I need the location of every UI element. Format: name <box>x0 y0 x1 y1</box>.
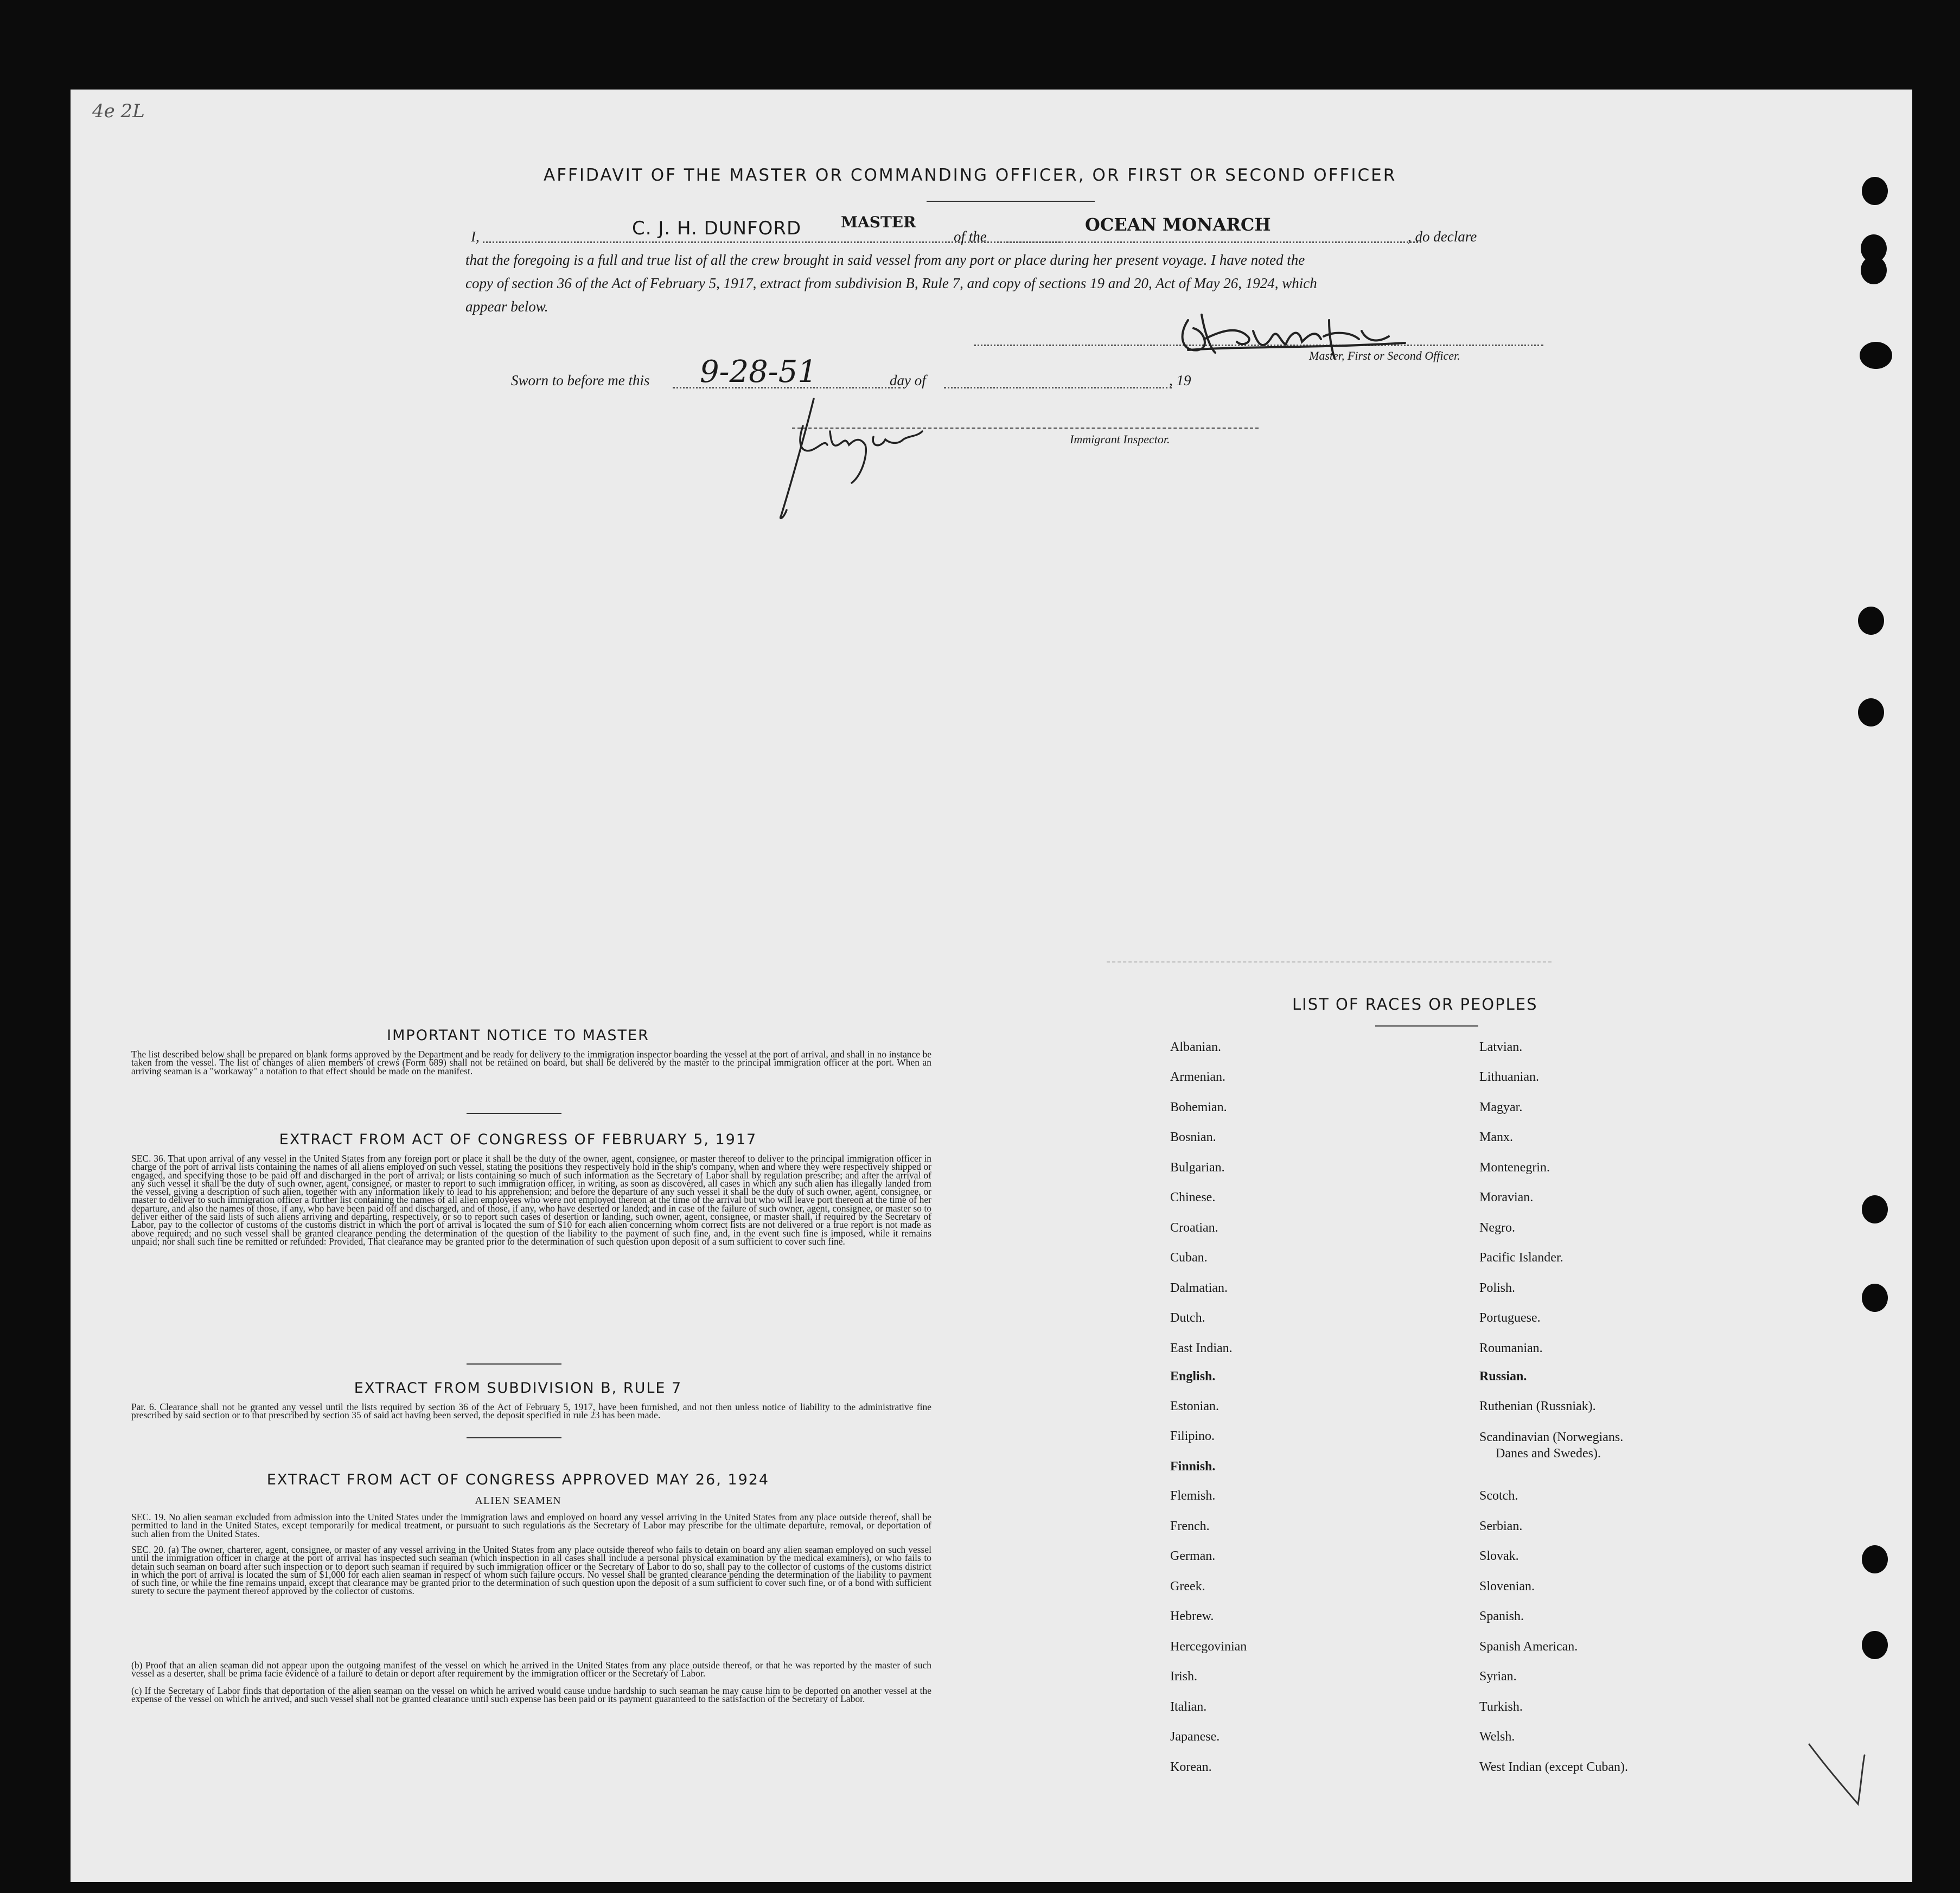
punch-hole-icon <box>1861 256 1887 284</box>
race-right-item: Ruthenian (Russniak). <box>1479 1399 1596 1413</box>
race-right-item: Serbian. <box>1479 1519 1523 1533</box>
punch-hole-icon <box>1862 1195 1888 1223</box>
signature-inspector-icon <box>759 393 944 524</box>
punch-hole-icon <box>1862 1545 1888 1573</box>
race-left-item: English. <box>1170 1369 1216 1384</box>
faint-rule <box>1107 961 1552 963</box>
race-left-item: Italian. <box>1170 1700 1207 1714</box>
punch-hole-icon <box>1862 1631 1888 1659</box>
sworn-label: Sworn to before me this <box>511 372 650 388</box>
sworn-date: 9-28-51 <box>700 354 817 390</box>
affidavit-line-2: that the foregoing is a full and true list of all the crew brought in said vessel from any port or place during her present voyage. I have noted the <box>465 252 1305 268</box>
race-left-item: German. <box>1170 1549 1216 1563</box>
race-left-item: Armenian. <box>1170 1070 1225 1084</box>
day-of-line <box>944 387 1172 388</box>
sec-20b-text: (b) Proof that an alien seaman did not appear upon the outgoing manifest of the vessel on which he arrived in the United States from any place outside thereof, or that he was reported by the master of such vessel as a deserter, shall be prima facie evidence of a failure to detain or deport after requirement by the immigration officer or the Secretary of Labor. <box>131 1660 931 1679</box>
vessel-name: OCEAN MONARCH <box>1085 214 1271 235</box>
race-left-item: Dutch. <box>1170 1311 1205 1325</box>
extract-1924-title: EXTRACT FROM ACT OF CONGRESS APPROVED MAY 26, 1924 <box>266 1471 770 1488</box>
punch-hole-icon <box>1858 698 1884 726</box>
race-right-item: Scandinavian (Norwegians. <box>1479 1430 1624 1444</box>
rule-7-title: EXTRACT FROM SUBDIVISION B, RULE 7 <box>354 1380 682 1397</box>
punch-hole-icon <box>1858 607 1884 635</box>
punch-hole-icon <box>1860 342 1892 369</box>
race-left-item: Croatian. <box>1170 1221 1218 1235</box>
race-left-item: Irish. <box>1170 1669 1197 1684</box>
document-page <box>71 90 1912 1882</box>
divider-1 <box>467 1113 561 1114</box>
notice-text: The list described below shall be prepared on blank forms approved by the Department and be ready for delivery to the immigration inspector boarding the vessel at the port of arrival, and shall in no instance be taken from the vessel. The list of changes of alien members of crews (Form 689) shall not be retained on board, but shall be delivered by the master to the principal immigration officer at the port. When an arriving seaman is a "workaway" a notation to that effect should be made on the manifest. <box>131 1049 931 1076</box>
race-right-item: Polish. <box>1479 1281 1516 1295</box>
race-left-item: Bosnian. <box>1170 1130 1216 1144</box>
sec-20a-text: SEC. 20. (a) The owner, charterer, agent, consignee, or master of any vessel arriving in the United States from any place outside thereof who fails to detain on board any alien seaman employed on such vessel until the immigration officer in charge at the port of arrival has inspected such seaman (which inspection in all cases shall include a personal physical examination by the medical examiners), or who fails to detain such seaman on board after such inspection or to deport such seaman if required by such immigration officer or the Secretary of Labor to do so, shall pay to the collector of customs of the customs district in which the port of arrival is located the sum of $1,000 for each alien seaman in respect of whom such failure occurs. No vessel shall be granted clearance pending the determination of the liability to payment of such fine, or while the fine remains unpaid, except that clearance may be granted prior to the determination of such question upon the deposit of a sum sufficient to cover such fine, or of a bond with sufficient surety to secure the payment thereof approved by the collector of customs. <box>131 1544 931 1597</box>
notice-title: IMPORTANT NOTICE TO MASTER <box>387 1027 649 1044</box>
sec-19-text: SEC. 19. No alien seaman excluded from admission into the United States under the immigration laws and employed on board any vessel arriving in the United States from any place outside thereof, shall be permitted to land in the United States, except temporarily for medical treatment, or pursuant to such regulations as the Secretary of Labor may prescribe for the ultimate departure, removal, or deportation of such alien from the United States. <box>131 1512 931 1539</box>
affidavit-line-3: copy of section 36 of the Act of February 5, 1917, extract from subdivision B, Rule 7, and copy of sections 19 and 20, Act of May 26, 1924, which <box>465 275 1317 291</box>
master-caption: Master, First or Second Officer. <box>1309 349 1460 362</box>
extract-1917-text: SEC. 36. That upon arrival of any vessel in the United States from any foreign port or place it shall be the duty of the owner, agent, consignee, or master thereof to deliver to the principal immigration officer in charge of the port of arrival lists containing the names of all aliens employed on such vessel, stating the positions they respectively hold in the ship's company, when and where they were respectively shipped or engaged, and specifying those to be paid off and discharged in the port of arrival; or lists containing so much of such information as the Secretary of Labor shall by regulation prescribe; and after the arrival of any such vessel it shall be the duty of such owner, agent, consignee, or master to report to such immigration officer, in writing, as soon as discovered, all cases in which any such alien has illegally landed from the vessel, giving a description of such alien, together with any information likely to lead to his apprehension; and before the departure of any such vessel it shall be the duty of such owner, agent, consignee, or master to deliver to such immigration officer a further list containing the names of all alien employees who were not employed thereon at the time of the arrival but who will leave port thereon at the time of her departure, and also the names of those, if any, who have been paid off and discharged, and of those, if any, who have deserted or landed; and in case of the failure of such owner, agent, consignee, or master so to deliver either of the said lists of such aliens arriving and departing, respectively, or so to report such cases of desertion or landing, such owner, agent, consignee, or master shall, if required by the Secretary of Labor, pay to the collector of customs of the customs district in which the port of arrival is located the sum of $10 for each alien concerning whom correct lists are not delivered or a true report is not made as above required; and no such vessel shall be granted clearance pending the determination of the question of the liability to the payment of such fine, and, in the event such fine is imposed, while it remains unpaid; nor shall such fine be remitted or refunded: Provided, That clearance may be granted prior to the determination of such question upon deposit of a sum sufficient to cover such fine. <box>131 1153 931 1247</box>
race-right-item: Syrian. <box>1479 1669 1517 1684</box>
of-the-label: of the <box>954 228 987 245</box>
race-right-item: Slovenian. <box>1479 1579 1535 1594</box>
race-left-item: Chinese. <box>1170 1190 1216 1204</box>
race-left-item: East Indian. <box>1170 1341 1233 1355</box>
race-left-item: Hercegovinian <box>1170 1640 1247 1654</box>
sec-20c-text: (c) If the Secretary of Labor finds that deportation of the alien seaman on the vessel on which he arrived would cause undue hardship to such seaman he may cause him to be deported on another vessel at the expense of the vessel on which he arrived, and such vessel shall not be granted clearance until such expense has been paid or its payment guaranteed to the satisfaction of the Secretary of Labor. <box>131 1685 931 1705</box>
race-right-item: Spanish American. <box>1479 1640 1578 1654</box>
extract-1917-title: EXTRACT FROM ACT OF CONGRESS OF FEBRUARY 5, 1917 <box>279 1131 757 1148</box>
race-left-item: Cuban. <box>1170 1251 1208 1265</box>
race-right-item: Lithuanian. <box>1479 1070 1539 1084</box>
rule-7-text: Par. 6. Clearance shall not be granted any vessel until the lists required by section 36 of the Act of February 5, 1917, have been furnished, and not then unless notice of liability to the administrative fine prescribed by said section or to that prescribed by section 35 of said act having been served, the deposit specified in rule 23 has been made. <box>131 1401 931 1421</box>
race-right-item: Russian. <box>1479 1369 1527 1384</box>
race-right-item: Spanish. <box>1479 1609 1524 1623</box>
race-left-item: Flemish. <box>1170 1489 1216 1503</box>
inspector-caption: Immigrant Inspector. <box>1070 432 1170 446</box>
vessel-line <box>1006 241 1421 243</box>
extract-1924-subtitle: ALIEN SEAMEN <box>475 1495 561 1507</box>
race-right-item: Magyar. <box>1479 1100 1523 1114</box>
day-of-label: day of <box>890 372 926 388</box>
race-left-item: Hebrew. <box>1170 1609 1214 1623</box>
punch-hole-icon <box>1862 1284 1888 1312</box>
divider-2 <box>467 1363 561 1365</box>
race-right-item: Scotch. <box>1479 1489 1518 1503</box>
affidavit-title: AFFIDAVIT OF THE MASTER OR COMMANDING OFFICER, OR FIRST OR SECOND OFFICER <box>544 165 1397 185</box>
race-left-item: Greek. <box>1170 1579 1205 1594</box>
race-right-item: Welsh. <box>1479 1730 1515 1744</box>
race-right-item: Moravian. <box>1479 1190 1534 1204</box>
master-rank: MASTER <box>841 213 916 231</box>
race-right-item: Negro. <box>1479 1221 1515 1235</box>
race-right-item: Manx. <box>1479 1130 1513 1144</box>
races-title: LIST OF RACES OR PEOPLES <box>1292 995 1538 1014</box>
race-left-item: Japanese. <box>1170 1730 1220 1744</box>
check-mark-icon <box>1804 1733 1880 1820</box>
races-divider <box>1375 1025 1478 1027</box>
affidavit-line-4: appear below. <box>465 298 548 315</box>
race-right-item: Danes and Swedes). <box>1496 1446 1601 1461</box>
race-right-item: Turkish. <box>1479 1700 1523 1714</box>
punch-hole-icon <box>1862 177 1888 205</box>
race-right-item: Roumanian. <box>1479 1341 1543 1355</box>
race-right-item: Latvian. <box>1479 1040 1523 1054</box>
year-label: , 19 <box>1169 372 1191 388</box>
race-left-item: French. <box>1170 1519 1210 1533</box>
affidavit-i: I, <box>471 228 480 245</box>
race-left-item: Bulgarian. <box>1170 1161 1225 1175</box>
race-left-item: Dalmatian. <box>1170 1281 1228 1295</box>
race-left-item: Finnish. <box>1170 1459 1216 1474</box>
race-left-item: Estonian. <box>1170 1399 1219 1413</box>
master-name: C. J. H. DUNFORD <box>632 218 802 239</box>
race-right-item: Slovak. <box>1479 1549 1519 1563</box>
margin-note: 4e 2L <box>92 100 145 122</box>
race-left-item: Bohemian. <box>1170 1100 1227 1114</box>
divider-3 <box>467 1437 561 1438</box>
race-right-item: Portuguese. <box>1479 1311 1541 1325</box>
title-divider <box>927 201 1095 202</box>
race-right-item: West Indian (except Cuban). <box>1479 1760 1628 1774</box>
race-left-item: Albanian. <box>1170 1040 1221 1054</box>
race-right-item: Pacific Islander. <box>1479 1251 1563 1265</box>
race-right-item: Montenegrin. <box>1479 1161 1550 1175</box>
race-left-item: Korean. <box>1170 1760 1212 1774</box>
do-declare-label: , do declare <box>1408 228 1477 245</box>
race-left-item: Filipino. <box>1170 1429 1215 1443</box>
